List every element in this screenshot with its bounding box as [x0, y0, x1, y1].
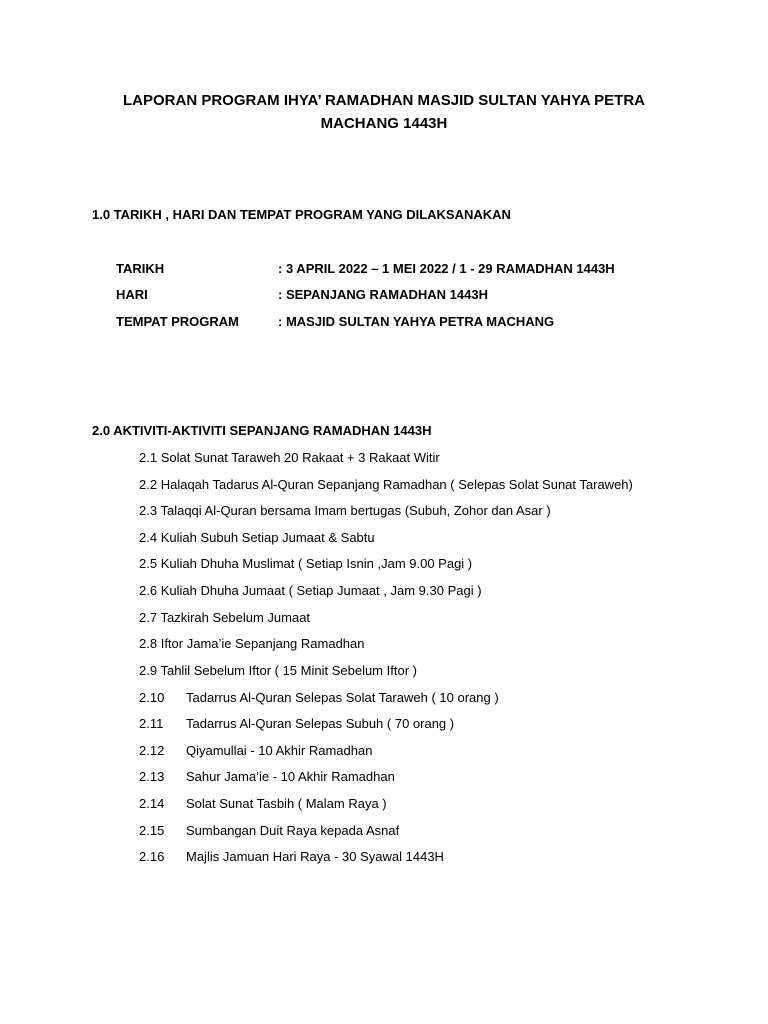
activity-number: 2.16 [139, 849, 165, 864]
activity-number: 2.5 [139, 556, 158, 571]
info-value-hari: : SEPANJANG RAMADHAN 1443H [278, 287, 488, 302]
activity-item [139, 450, 440, 465]
activity-text: Solat Sunat Taraweh 20 Rakaat + 3 Rakaat Witir [160, 450, 440, 465]
activity-item [139, 556, 472, 571]
info-value-tarikh: : 3 APRIL 2022 – 1 MEI 2022 / 1 - 29 RAMADHAN 1443H [278, 261, 615, 276]
info-label-tempat: TEMPAT PROGRAM [116, 314, 240, 329]
activity-text: Kuliah Dhuha Jumaat ( Setiap Jumaat , Jam 9.30 Pagi ) [160, 583, 482, 598]
activity-number: 2.1 [139, 450, 158, 465]
report-title [80, 89, 688, 135]
activity-text: Tahlil Sebelum Iftor ( 15 Minit Sebelum Iftor ) [160, 663, 417, 678]
section-1-heading: 1.0 TARIKH , HARI DAN TEMPAT PROGRAM YANG DILAKSANAKAN [92, 207, 511, 222]
activity-item [139, 716, 454, 731]
activity-item [139, 690, 499, 705]
activity-item [139, 583, 482, 598]
activity-number: 2.7 [139, 610, 158, 625]
report-title-line-2: MACHANG 1443H [320, 115, 448, 132]
activity-text: Sumbangan Duit Raya kepada Asnaf [186, 823, 400, 838]
activity-number: 2.9 [139, 663, 158, 678]
activity-number: 2.4 [139, 530, 158, 545]
activity-number: 2.2 [139, 477, 158, 492]
activity-item [139, 663, 417, 678]
activity-text: Sahur Jama’ie - 10 Akhir Ramadhan [186, 769, 395, 784]
activity-text: Halaqah Tadarus Al-Quran Sepanjang Ramadhan ( Selepas Solat Sunat Taraweh) [160, 477, 633, 492]
section-2-heading: 2.0 AKTIVITI-AKTIVITI SEPANJANG RAMADHAN 1443H [92, 423, 432, 438]
activity-number: 2.3 [139, 503, 158, 518]
activity-item [139, 849, 444, 864]
activity-number: 2.11 [139, 716, 164, 731]
activity-text: Kuliah Subuh Setiap Jumaat & Sabtu [160, 530, 375, 545]
activity-text: Tazkirah Sebelum Jumaat [160, 610, 311, 625]
activity-text: Talaqqi Al-Quran bersama Imam bertugas (Subuh, Zohor dan Asar ) [160, 503, 551, 518]
activity-item [139, 743, 372, 758]
activity-item [139, 796, 387, 811]
activity-number: 2.8 [139, 636, 158, 651]
activity-text: Qiyamullai - 10 Akhir Ramadhan [186, 743, 373, 758]
activity-item [139, 610, 310, 625]
report-title-line-1: LAPORAN PROGRAM IHYA’ RAMADHAN MASJID SULTAN YAHYA PETRA [122, 92, 645, 109]
activity-item [139, 477, 633, 492]
activity-number: 2.10 [139, 690, 165, 705]
activity-number: 2.14 [139, 796, 165, 811]
activity-text: Solat Sunat Tasbih ( Malam Raya ) [186, 796, 387, 811]
activity-item [139, 530, 375, 545]
activity-item [139, 636, 365, 651]
activity-text: Tadarrus Al-Quran Selepas Solat Taraweh ( 10 orang ) [186, 690, 499, 705]
activity-number: 2.15 [139, 823, 165, 838]
activity-text: Kuliah Dhuha Muslimat ( Setiap Isnin ,Jam 9.00 Pagi ) [160, 556, 473, 571]
activity-text: Majlis Jamuan Hari Raya - 30 Syawal 1443H [186, 849, 444, 864]
activity-item [139, 823, 399, 838]
info-label-hari: HARI [116, 287, 148, 302]
info-value-tempat: : MASJID SULTAN YAHYA PETRA MACHANG [278, 314, 555, 329]
activity-item [139, 769, 395, 784]
info-label-tarikh: TARIKH [116, 261, 165, 276]
activity-item [139, 503, 551, 518]
activity-number: 2.6 [139, 583, 158, 598]
activity-text: Iftor Jama’ie Sepanjang Ramadhan [160, 636, 365, 651]
activity-number: 2.12 [139, 743, 165, 758]
activity-number: 2.13 [139, 769, 165, 784]
activity-text: Tadarrus Al-Quran Selepas Subuh ( 70 orang ) [186, 716, 455, 731]
